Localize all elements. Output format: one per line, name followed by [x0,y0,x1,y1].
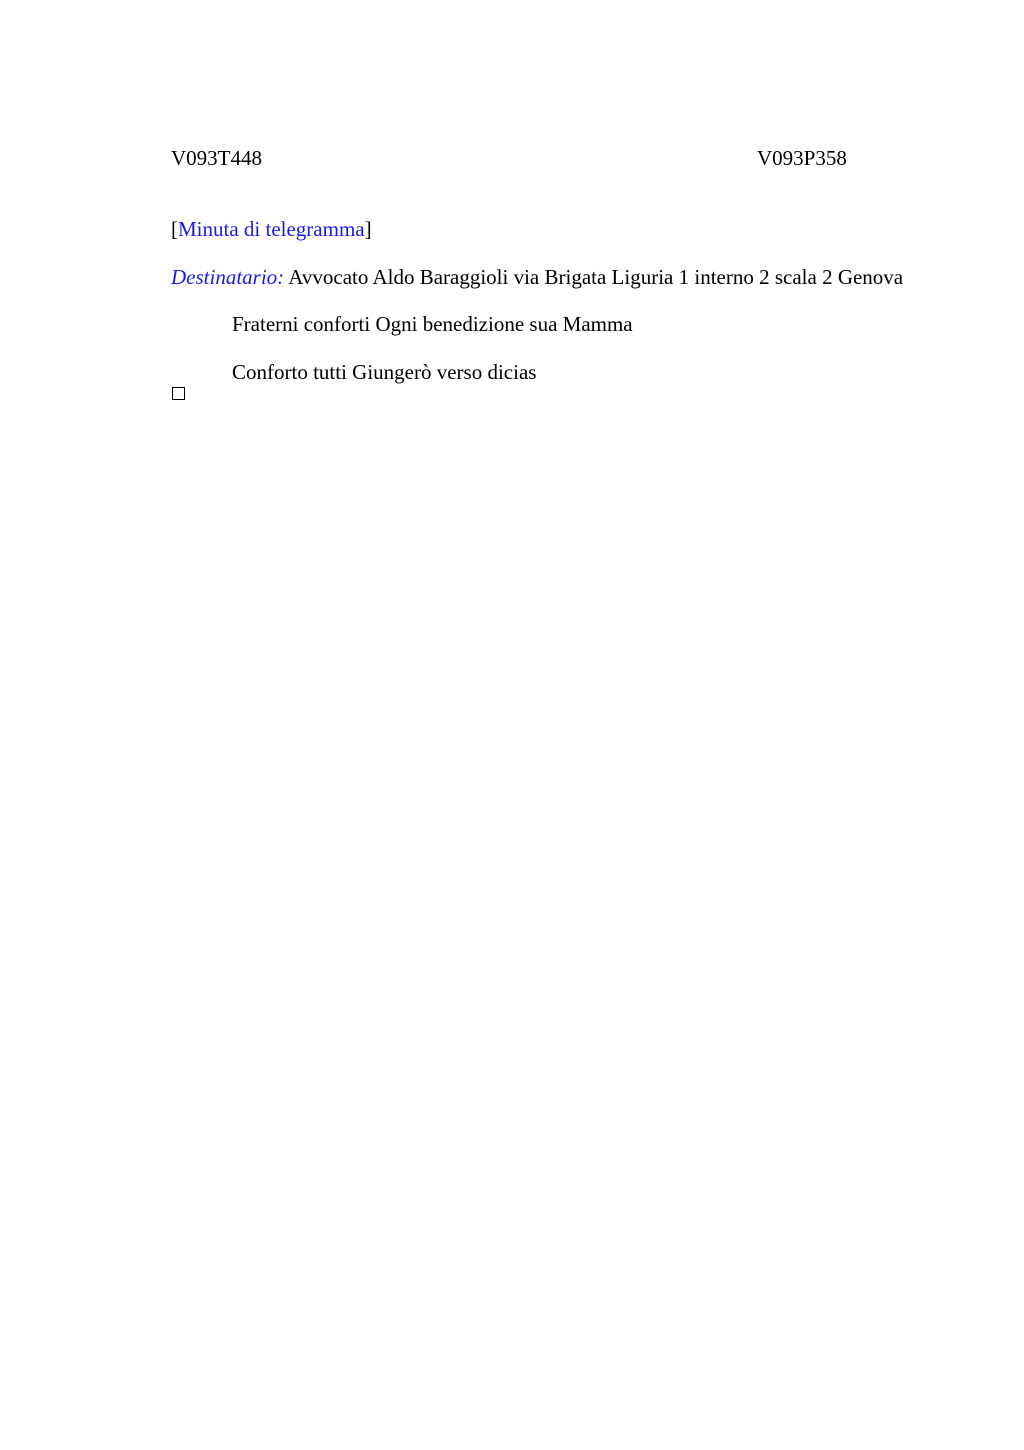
recipient-value: Avvocato Aldo Baraggioli via Brigata Liguria 1 interno 2 scala 2 Genova [288,265,904,289]
square-outline-icon [172,387,185,400]
message-line-1: Fraterni conforti Ogni benedizione sua Mamma [232,312,633,336]
bracket-close: ] [364,217,372,241]
recipient-line [171,265,903,289]
reference-code-left: V093T448 [171,146,262,170]
message-line-2: Conforto tutti Giungerò verso dicias [232,360,537,384]
reference-code-right: V093P358 [757,146,847,170]
recipient-label: Destinatario: [171,265,285,289]
document-type [171,217,372,241]
bracket-open: [ [171,217,178,241]
document-type-label: Minuta di telegramma [178,217,365,241]
